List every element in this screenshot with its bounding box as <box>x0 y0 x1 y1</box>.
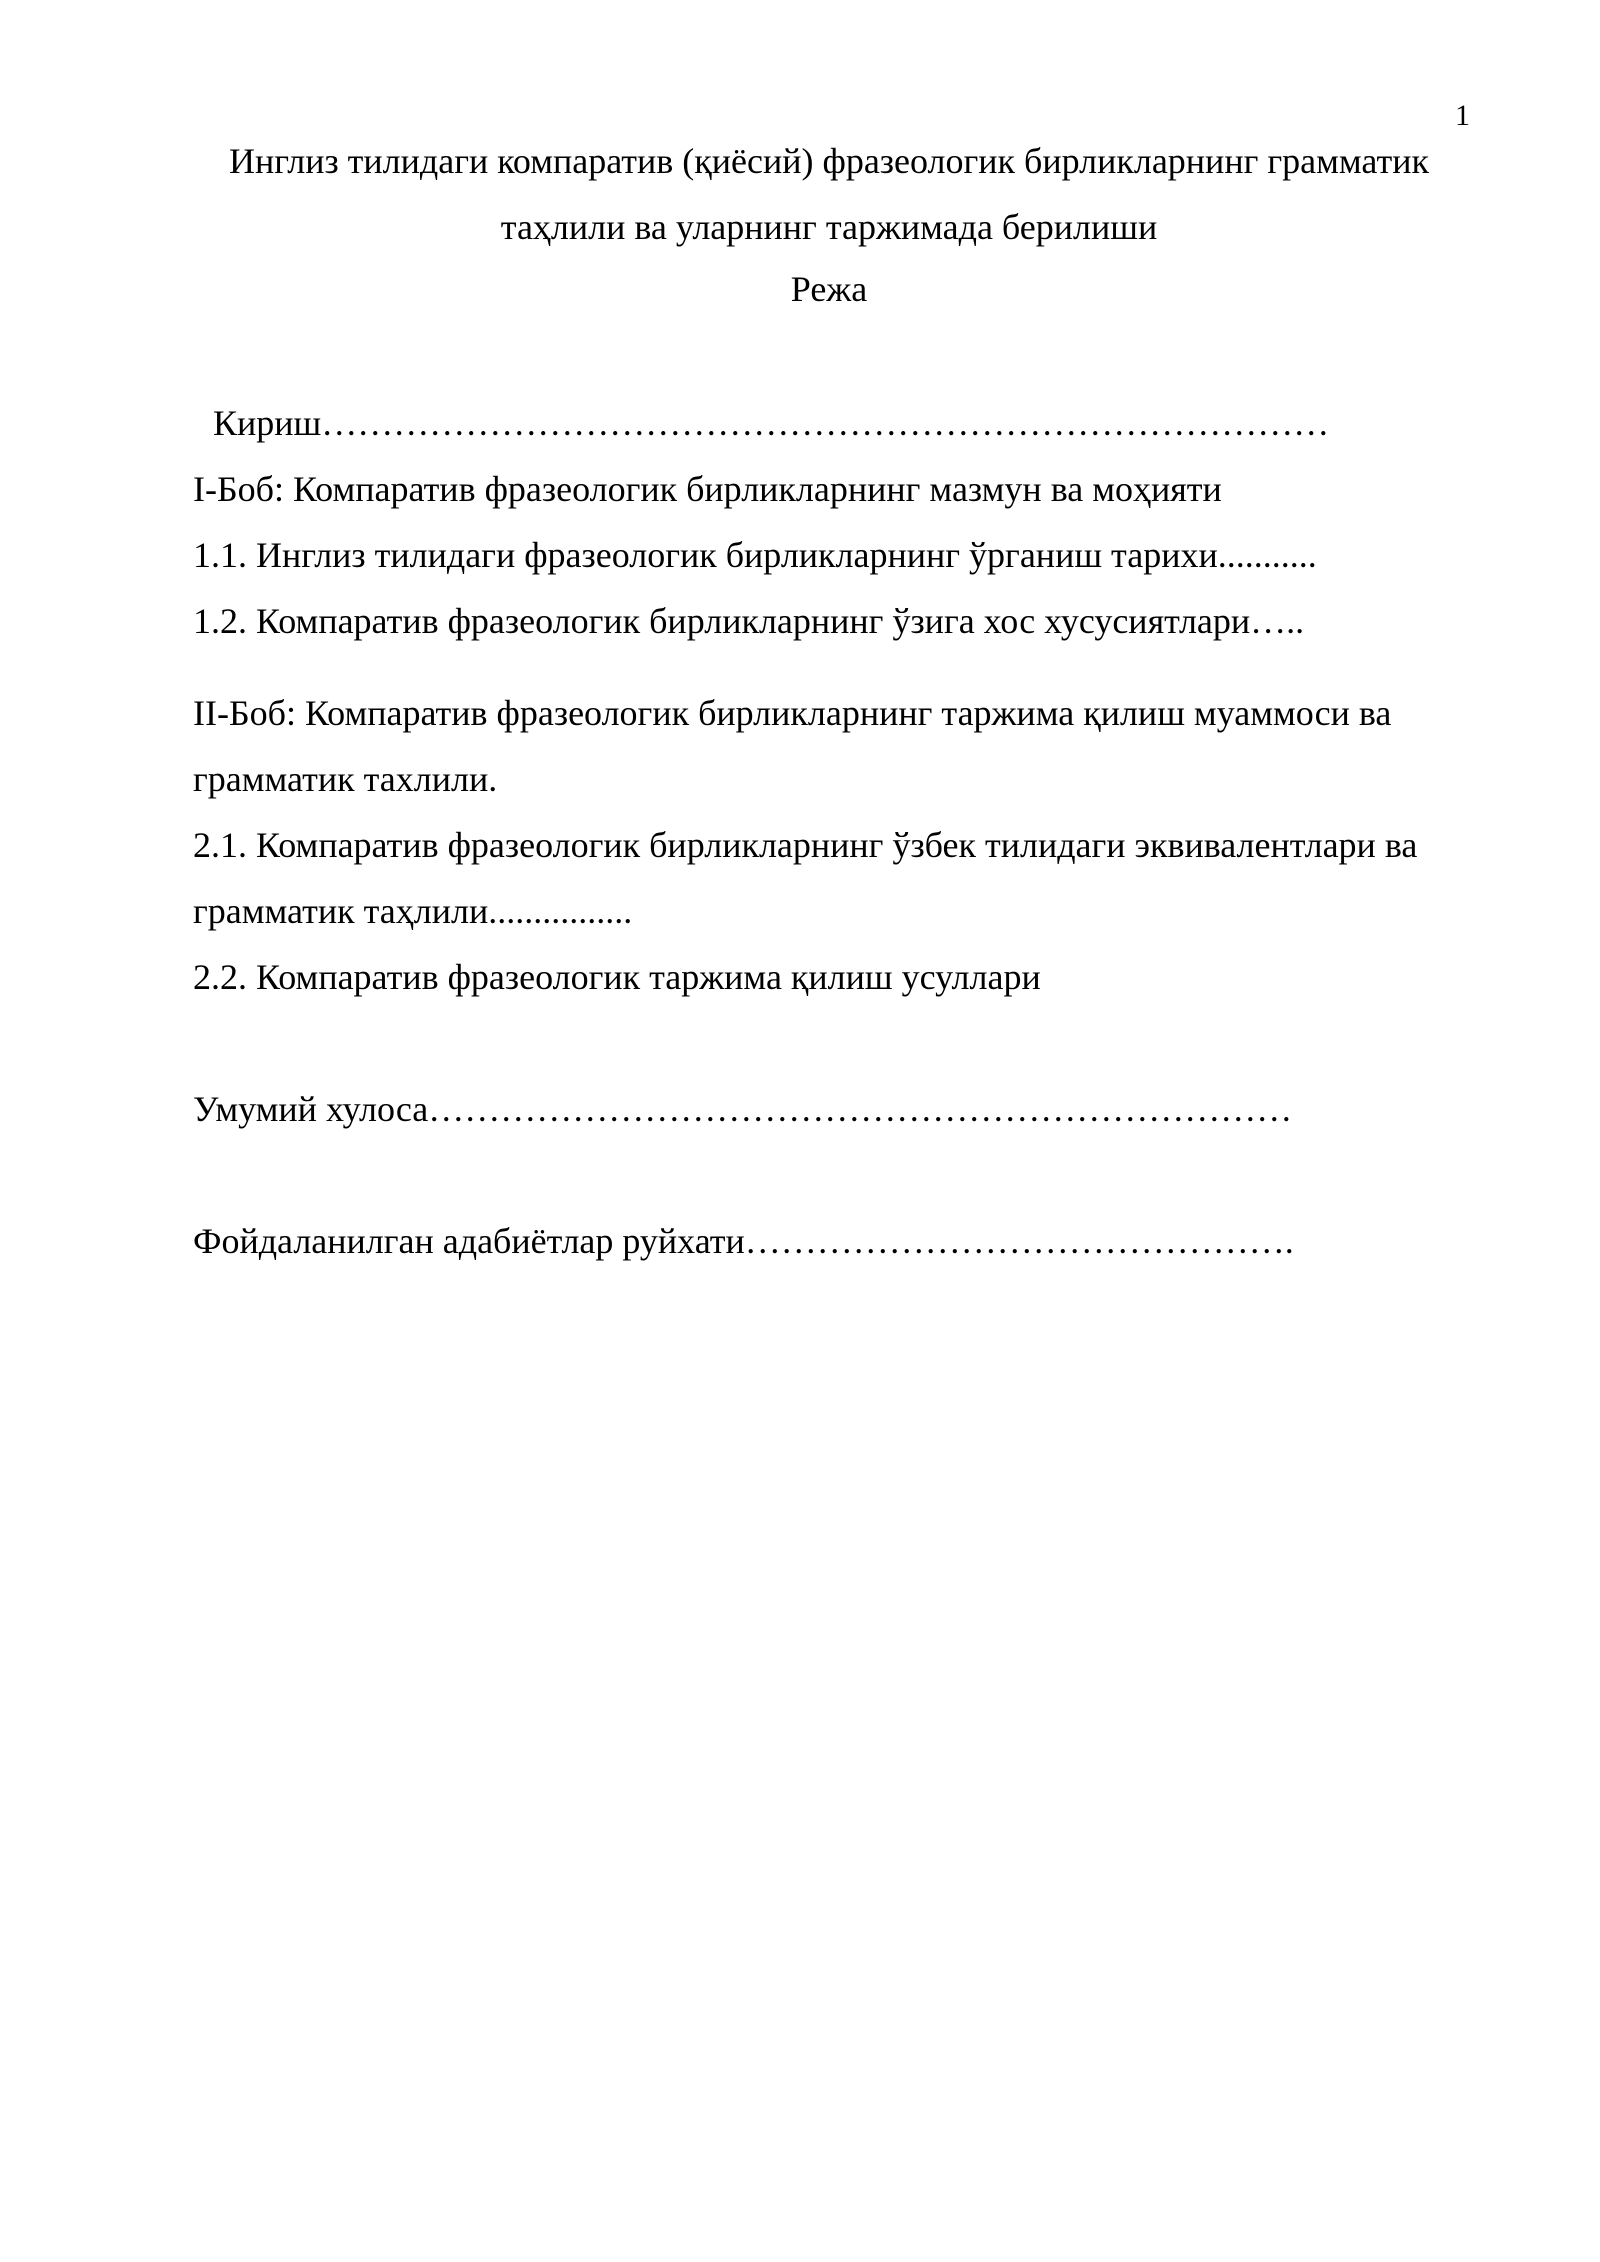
toc-conclusion: Умумий хулоса……………………………………………………………… <box>193 1089 1293 1129</box>
toc-section-2-2: 2.2. Компаратив фразеологик таржима қилиш усуллари <box>193 957 1041 997</box>
toc-chapter-1: I-Боб: Компаратив фразеологик бирликларнинг мазмун ва моҳияти <box>193 469 1222 509</box>
toc-section-2-1-line-2: грамматик таҳлили................ <box>193 891 633 931</box>
plan-heading: Режа <box>790 269 868 309</box>
table-of-contents <box>193 390 1473 1274</box>
document-title <box>188 128 1470 260</box>
title-line-1: Инглиз тилидаги компаратив (қиёсий) фразеологик бирликларнинг грамматик <box>229 141 1429 181</box>
toc-spacer <box>193 1010 1473 1076</box>
title-line-2: таҳлили ва уларнинг таржимада берилиши <box>500 207 1158 247</box>
toc-chapter-2-line-1: II-Боб: Компаратив фразеологик бирликларнинг таржима қилиш муаммоси ва <box>193 693 1392 733</box>
toc-spacer <box>193 1142 1473 1208</box>
toc-chapter-2-line-2: грамматик тахлили. <box>193 759 498 799</box>
toc-section-2-1-line-1: 2.1. Компаратив фразеологик бирликларнинг ўзбек тилидаги эквивалентлари ва <box>193 825 1418 865</box>
toc-spacer <box>193 654 1473 680</box>
toc-intro: Кириш………………………………………………………………………… <box>213 403 1330 443</box>
page-number: 1 <box>1455 99 1470 132</box>
toc-section-1-1: 1.1. Инглиз тилидаги фразеологик бирликларнинг ўрганиш тарихи........... <box>193 535 1317 575</box>
toc-references: Фойдаланилган адабиётлар руйхати………………………………………. <box>193 1221 1294 1261</box>
toc-section-1-2: 1.2. Компаратив фразеологик бирликларнинг ўзига хос хусусиятлари….. <box>193 601 1305 641</box>
